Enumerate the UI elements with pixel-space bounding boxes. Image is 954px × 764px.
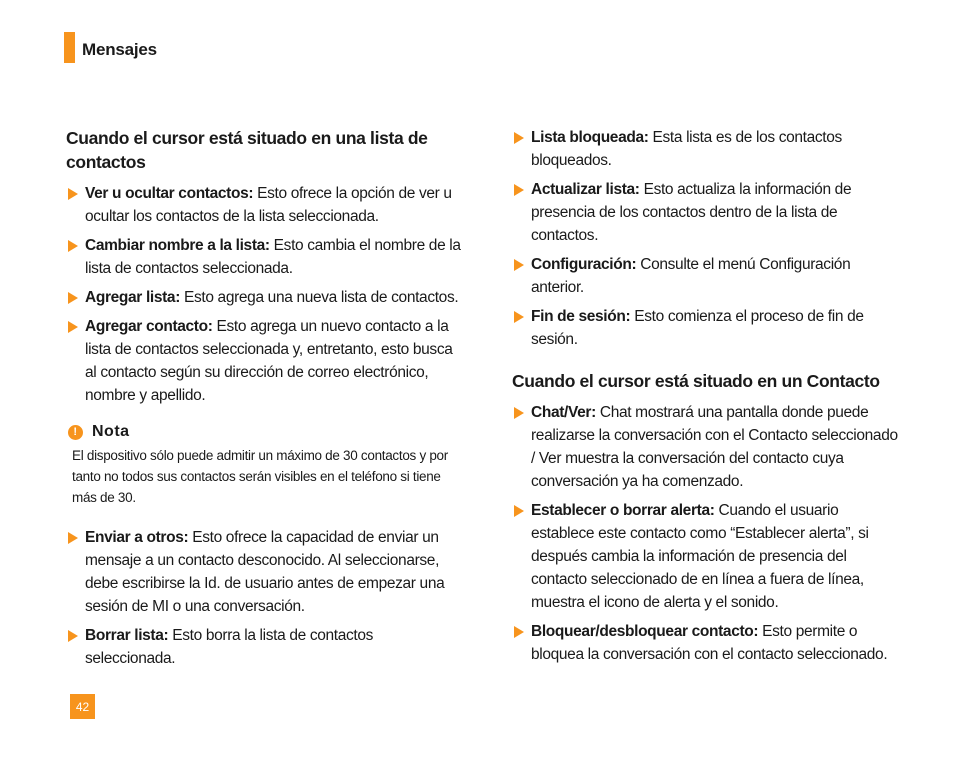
right-list-bottom <box>512 401 904 666</box>
left-column <box>66 126 466 676</box>
item-label: Ver u ocultar contactos: <box>85 185 254 202</box>
item-text: Esto borra la lista de contactos seleccionada. <box>85 627 374 667</box>
left-heading: Cuando el cursor está situado en una lista de contactos <box>66 128 428 172</box>
exclamation-icon: ! <box>68 425 83 440</box>
right-column <box>512 126 904 672</box>
list-item <box>512 401 904 493</box>
bullet-arrow-icon <box>514 184 524 196</box>
left-list-top <box>66 182 466 407</box>
page-number: 42 <box>70 694 95 719</box>
item-label: Cambiar nombre a la lista: <box>85 237 270 254</box>
bullet-arrow-icon <box>514 132 524 144</box>
bullet-arrow-icon <box>514 505 524 517</box>
bullet-arrow-icon <box>514 311 524 323</box>
item-label: Enviar a otros: <box>85 529 189 546</box>
bullet-arrow-icon <box>68 532 78 544</box>
bullet-arrow-icon <box>68 188 78 200</box>
item-text: Esto actualiza la información de presencia de los contactos dentro de la lista de contactos. <box>531 181 852 244</box>
list-item <box>512 126 904 172</box>
list-item <box>512 178 904 247</box>
list-item <box>512 253 904 299</box>
header-accent-bar <box>64 32 75 63</box>
list-item <box>512 305 904 351</box>
item-label: Bloquear/desbloquear contacto: <box>531 623 759 640</box>
item-label: Configuración: <box>531 256 637 273</box>
list-item <box>66 182 466 228</box>
item-text: Esto agrega una nueva lista de contactos. <box>180 289 459 306</box>
list-item <box>66 234 466 280</box>
bullet-arrow-icon <box>68 240 78 252</box>
item-text: Cuando el usuario establece este contacto como “Establecer alerta”, si después cambia la información de presencia del contacto seleccionado de en línea a fuera de línea, muestra el icono de alerta y el sonido. <box>531 502 869 611</box>
item-text: Esto ofrece la opción de ver u ocultar los contactos de la lista seleccionada. <box>85 185 452 225</box>
right-heading: Cuando el cursor está situado en un Contacto <box>512 371 880 391</box>
note-box <box>66 423 466 508</box>
list-item <box>66 624 466 670</box>
bullet-arrow-icon <box>514 407 524 419</box>
item-text: Esta lista es de los contactos bloqueados. <box>531 129 842 169</box>
item-text: Chat mostrará una pantalla donde puede realizarse la conversación con el Contacto seleccionado / Ver muestra la conversación del contacto cuya conversación ya ha comenzado. <box>531 404 898 490</box>
list-item <box>66 286 466 309</box>
bullet-arrow-icon <box>514 626 524 638</box>
right-list-top <box>512 126 904 351</box>
item-label: Actualizar lista: <box>531 181 640 198</box>
item-label: Borrar lista: <box>85 627 169 644</box>
item-text: Esto permite o bloquea la conversación con el contacto seleccionado. <box>531 623 888 663</box>
note-header <box>66 423 466 441</box>
item-label: Lista bloqueada: <box>531 129 649 146</box>
bullet-arrow-icon <box>68 630 78 642</box>
list-item <box>512 620 904 666</box>
item-text: Consulte el menú Configuración anterior. <box>531 256 851 296</box>
note-text: El dispositivo sólo puede admitir un máximo de 30 contactos y por tanto no todos sus contactos serán visibles en el teléfono si tiene más de 30. <box>72 448 448 505</box>
note-title: Nota <box>92 423 130 440</box>
bullet-arrow-icon <box>68 292 78 304</box>
item-text: Esto cambia el nombre de la lista de contactos seleccionada. <box>85 237 461 277</box>
bullet-arrow-icon <box>514 259 524 271</box>
item-label: Agregar lista: <box>85 289 181 306</box>
item-text: Esto agrega un nuevo contacto a la lista de contactos seleccionada y, entretanto, esto busca al contacto según su dirección de correo electrónico, nombre y apellido. <box>85 318 453 404</box>
list-item <box>512 499 904 614</box>
section-title: Mensajes <box>82 40 157 59</box>
left-list-bottom <box>66 526 466 670</box>
item-label: Agregar contacto: <box>85 318 213 335</box>
item-label: Establecer o borrar alerta: <box>531 502 715 519</box>
item-label: Fin de sesión: <box>531 308 631 325</box>
item-text: Esto ofrece la capacidad de enviar un mensaje a un contacto desconocido. Al seleccionarse, debe escribirse la Id. de usuario antes de empezar una sesión de MI o una conversación. <box>85 529 445 615</box>
bullet-arrow-icon <box>68 321 78 333</box>
list-item <box>66 526 466 618</box>
item-label: Chat/Ver: <box>531 404 596 421</box>
item-text: Esto comienza el proceso de fin de sesión. <box>531 308 864 348</box>
list-item <box>66 315 466 407</box>
